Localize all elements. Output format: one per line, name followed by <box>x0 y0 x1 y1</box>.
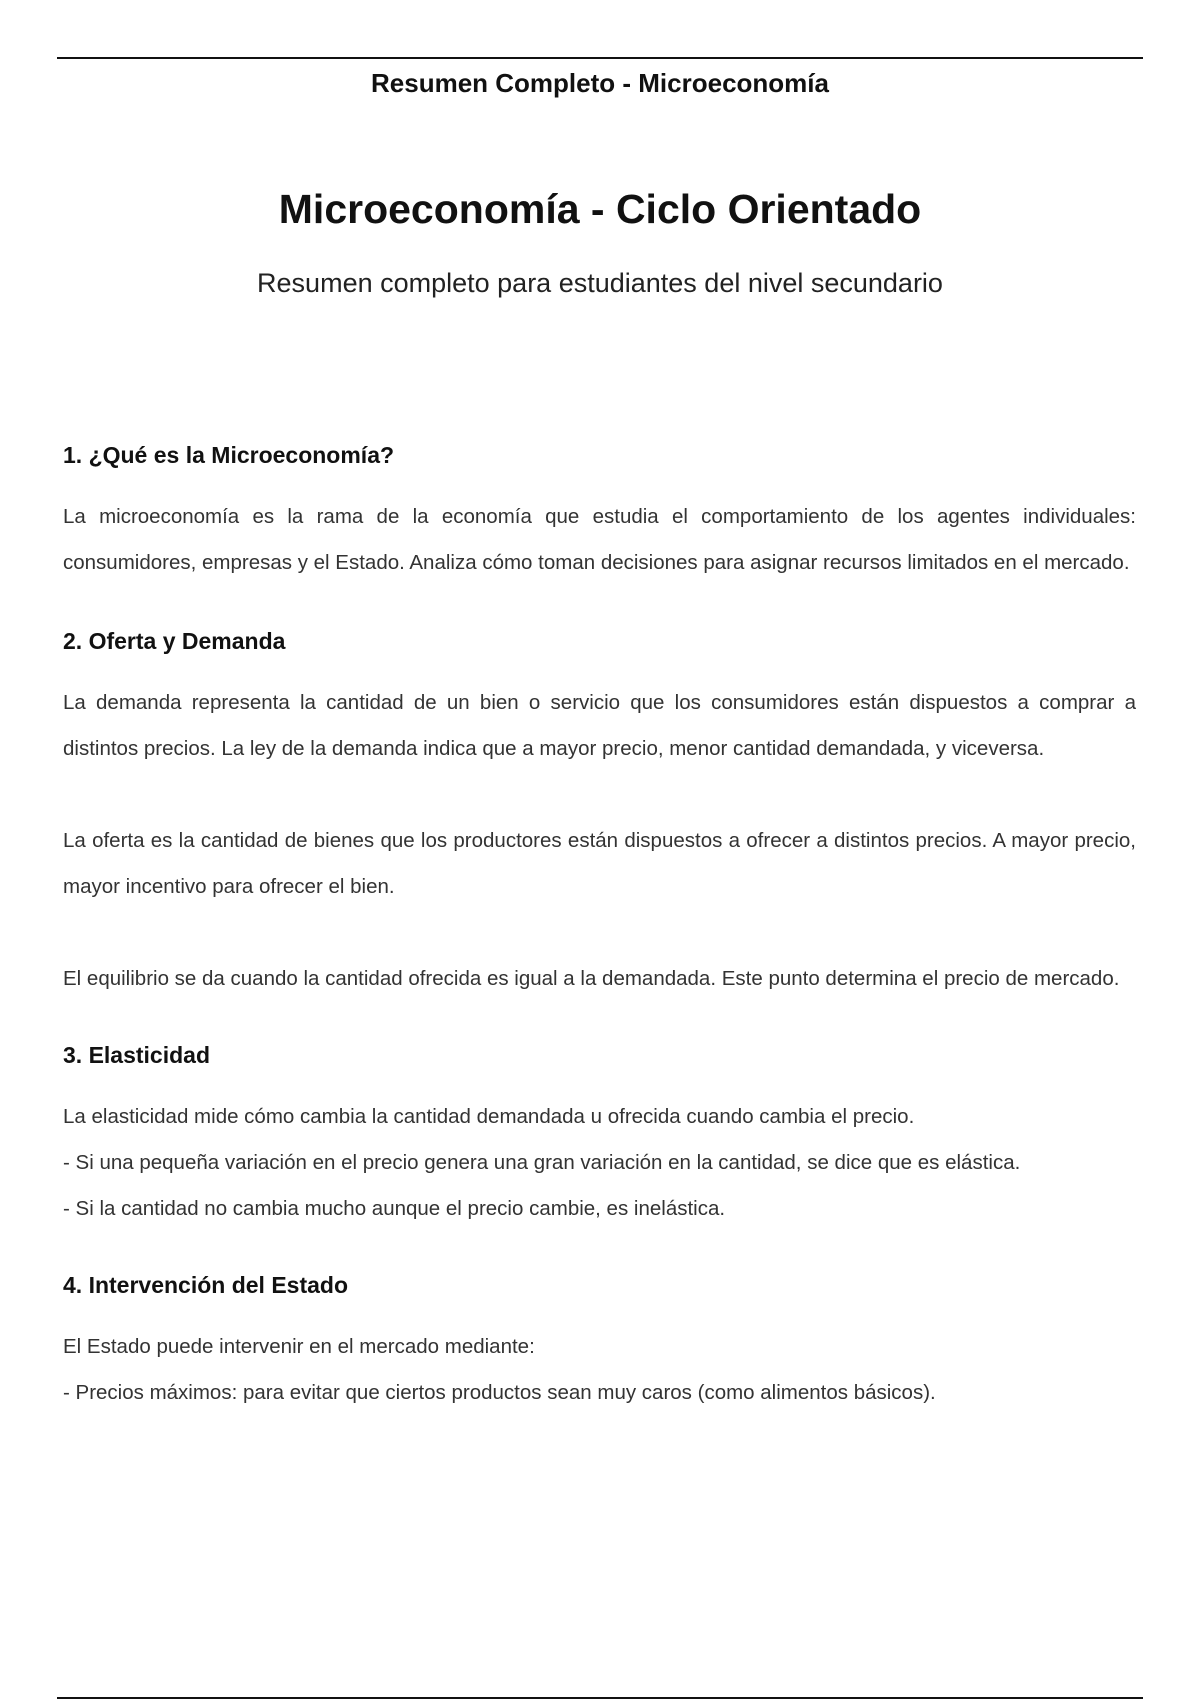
document-subtitle: Resumen completo para estudiantes del nivel secundario <box>257 268 943 298</box>
paragraph: La microeconomía es la rama de la economía que estudia el comportamiento de los agentes individuales: consumidores, empresas y el Estado. Analiza cómo toman decisiones para asignar recursos limitados en el mercado. <box>63 505 1136 574</box>
section-intervencion-estado <box>63 1270 1136 1416</box>
section-microeconomia <box>63 440 1136 586</box>
text-line: La elasticidad mide cómo cambia la cantidad demandada u ofrecida cuando cambia el precio. <box>63 1105 915 1128</box>
footer-rule <box>57 1697 1143 1699</box>
document-body <box>63 440 1136 1454</box>
running-header: Resumen Completo - Microeconomía <box>371 68 829 98</box>
list-item: - Si la cantidad no cambia mucho aunque el precio cambie, es inelástica. <box>63 1197 726 1220</box>
section-heading: 3. Elasticidad <box>63 1042 211 1068</box>
section-heading: 1. ¿Qué es la Microeconomía? <box>63 442 395 468</box>
paragraph: La oferta es la cantidad de bienes que los productores están dispuestos a ofrecer a distintos precios. A mayor precio, mayor incentivo para ofrecer el bien. <box>63 829 1136 898</box>
document-title: Microeconomía - Ciclo Orientado <box>278 186 922 232</box>
header-rule <box>57 57 1143 59</box>
list-item: - Precios máximos: para evitar que ciertos productos sean muy caros (como alimentos básicos). <box>63 1381 936 1404</box>
section-heading: 2. Oferta y Demanda <box>63 628 286 654</box>
section-elasticidad <box>63 1040 1136 1232</box>
paragraph: La demanda representa la cantidad de un bien o servicio que los consumidores están dispuestos a comprar a distintos precios. La ley de la demanda indica que a mayor precio, menor cantidad demandada, y viceversa. <box>63 691 1136 760</box>
text-line: El Estado puede intervenir en el mercado mediante: <box>63 1335 535 1358</box>
list-item: - Si una pequeña variación en el precio genera una gran variación en la cantidad, se dice que es elástica. <box>63 1151 1021 1174</box>
section-oferta-demanda <box>63 626 1136 1002</box>
paragraph: El equilibrio se da cuando la cantidad ofrecida es igual a la demandada. Este punto determina el precio de mercado. <box>63 967 1120 990</box>
section-heading: 4. Intervención del Estado <box>63 1272 349 1298</box>
